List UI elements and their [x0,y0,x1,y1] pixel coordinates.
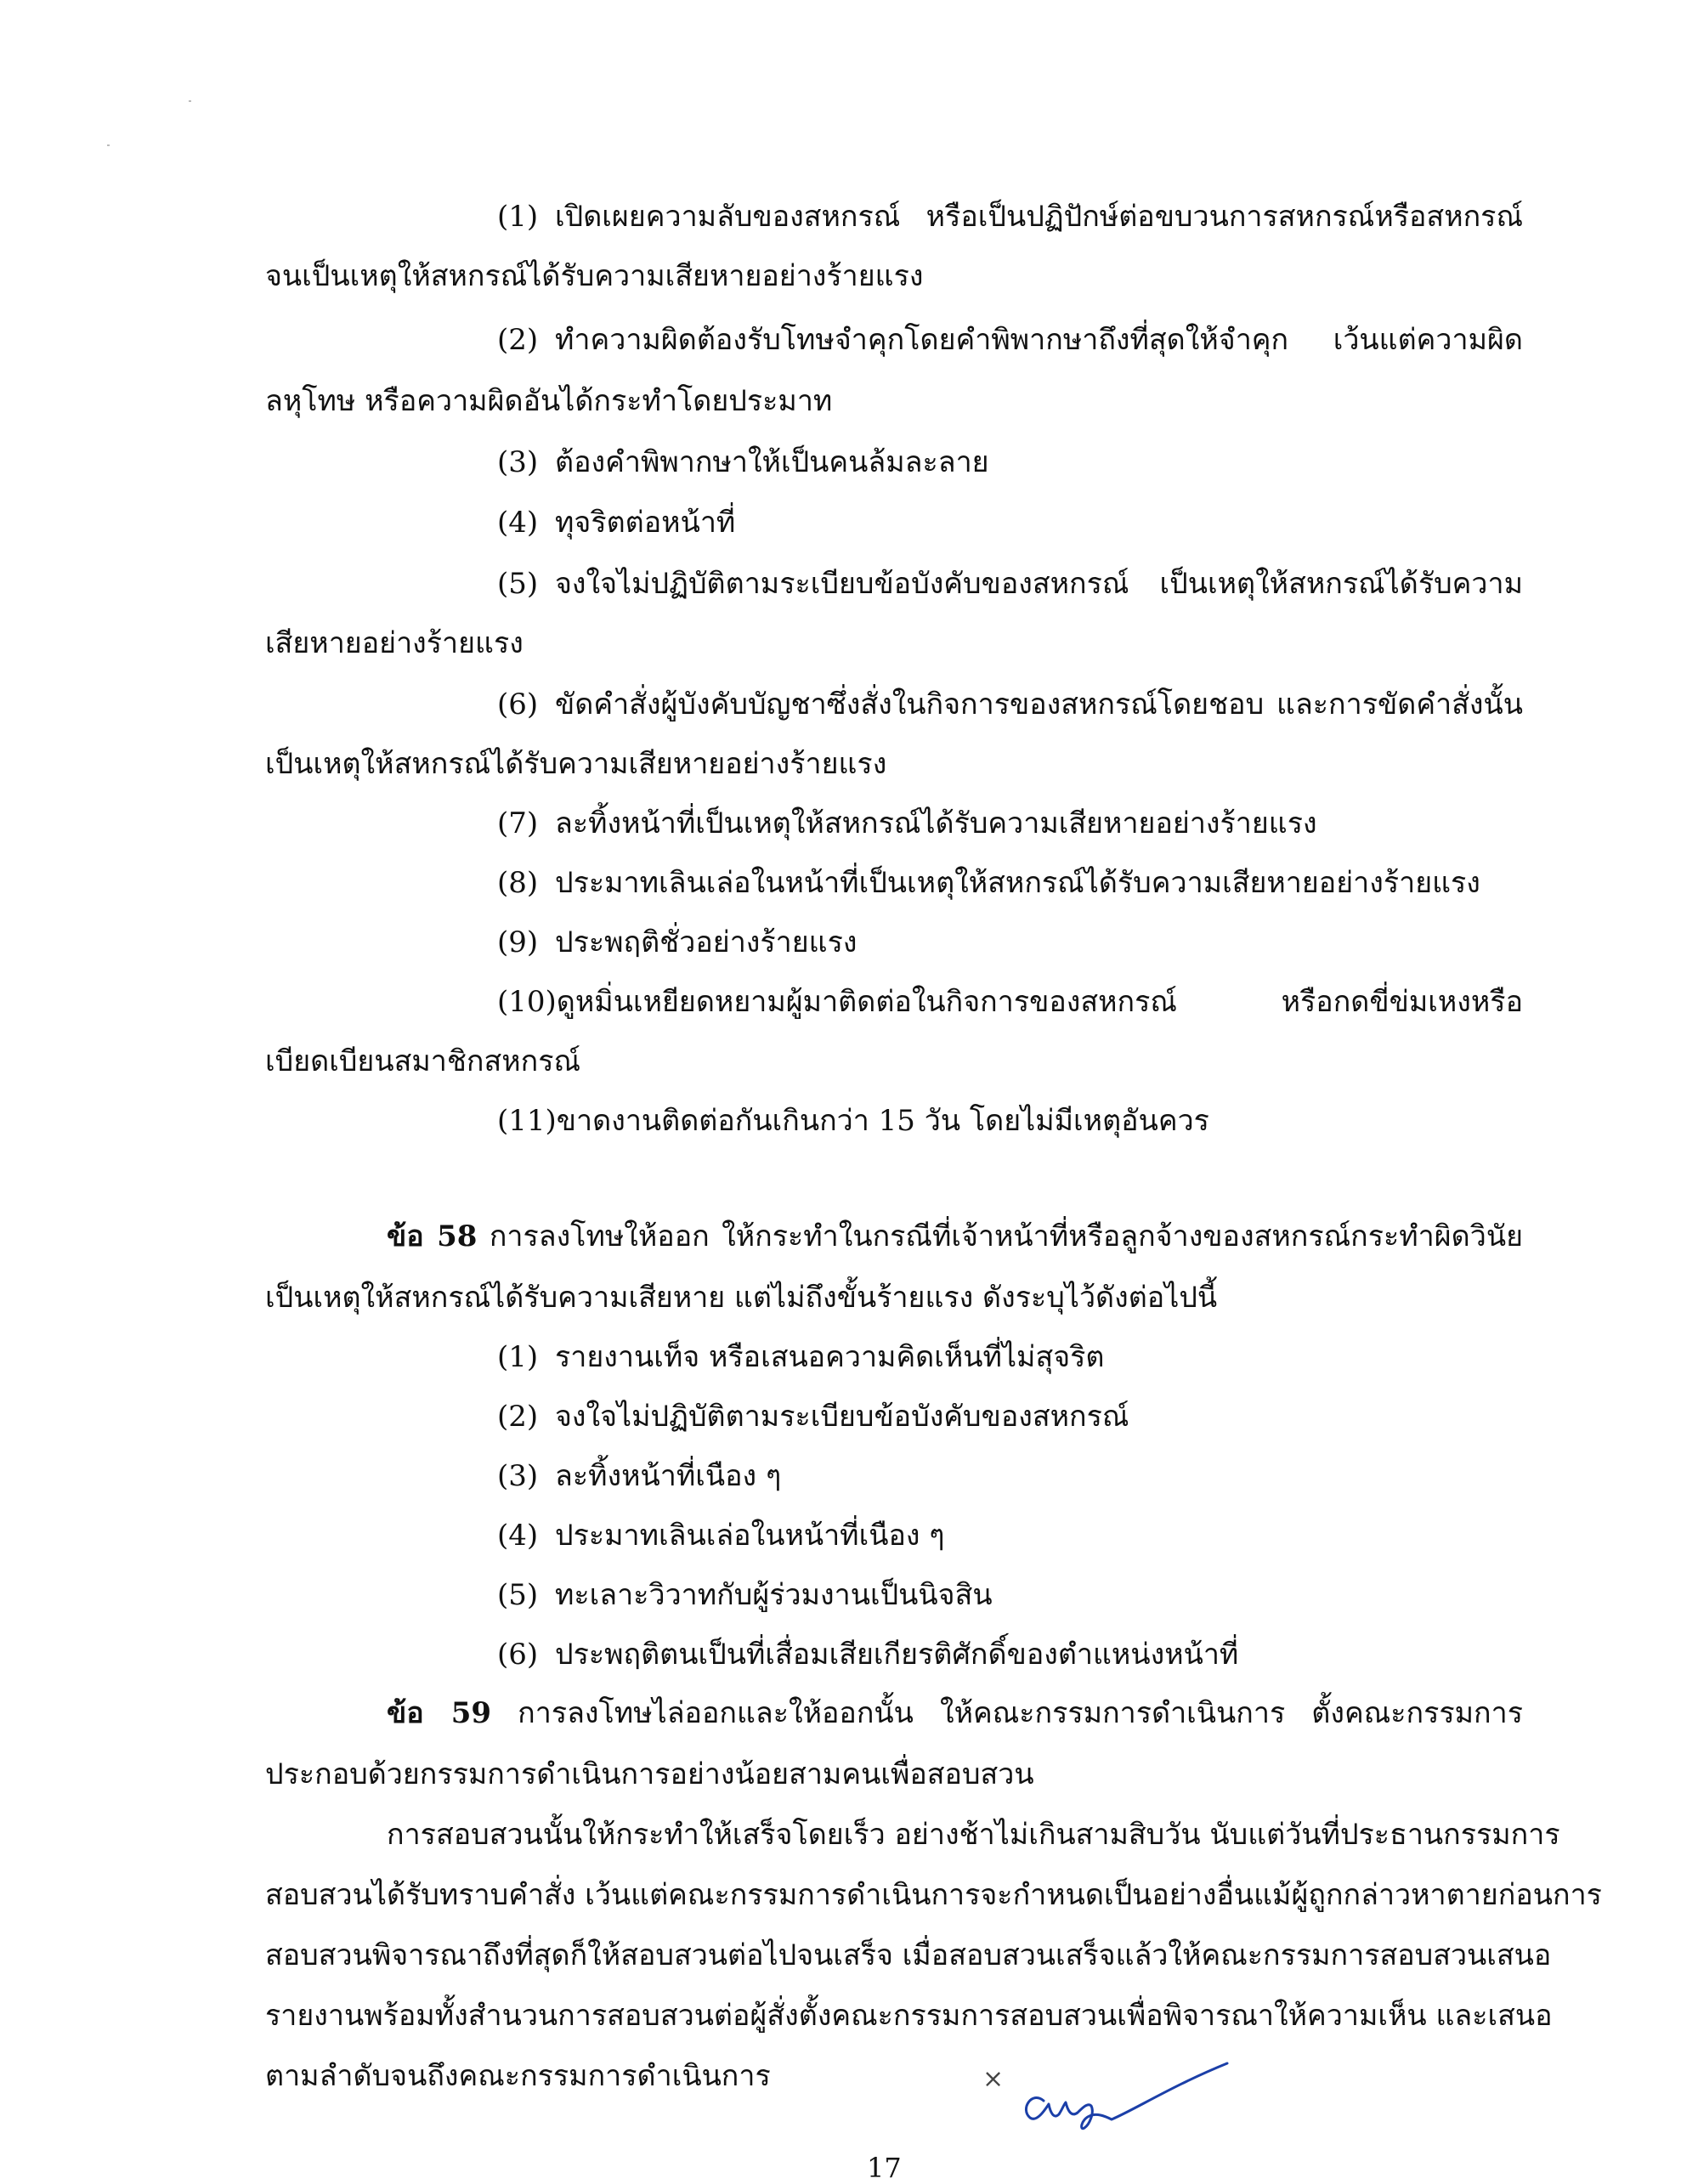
item-text: ทะเลาะวิวาทกับผู้ร่วมงานเป็นนิจสิน [555,1578,993,1612]
list-item [497,1398,1129,1435]
clause-59-heading [387,1695,1523,1732]
list-item [497,1576,993,1614]
item-text: ประมาทเลินเล่อในหน้าที่เนือง ๆ [555,1519,945,1553]
item-number: (8) [497,866,539,900]
page-number: 17 [867,2152,902,2184]
list-item [497,198,1523,235]
item-number: (3) [497,1459,539,1493]
item-continuation: ลหุโทษ หรือความผิดอันได้กระทำโดยประมาท [265,384,833,418]
paragraph-line: สอบสวนได้รับทราบคำสั่ง เว้นแต่คณะกรรมการดำเนินการจะกำหนดเป็นอย่างอื่นแม้ผู้ถูกกล่าวหาตายก่อนการ [265,1878,1602,1912]
item-number: (4) [497,506,539,540]
list-item [497,565,1523,603]
item-text: เปิดเผยความลับของสหกรณ์ หรือเป็นปฏิปักษ์ต่อขบวนการสหกรณ์หรือสหกรณ์ [555,200,1523,234]
paragraph-line: รายงานพร้อมทั้งสำนวนการสอบสวนต่อผู้สั่งตั้งคณะกรรมการสอบสวนเพื่อพิจารณาให้ความเห็น และเสนอ [265,1999,1553,2033]
item-text: ทุจริตต่อหน้าที่ [555,506,736,540]
item-number: (1) [497,1340,539,1374]
item-text: ประพฤติตนเป็นที่เสื่อมเสียเกียรติศักดิ์ของตำแหน่งหน้าที่ [555,1638,1239,1672]
clause-text: การลงโทษไล่ออกและให้ออกนั้น ให้คณะกรรมการดำเนินการ ตั้งคณะกรรมการ [518,1696,1523,1730]
clause-58-heading [387,1218,1523,1255]
item-number: (9) [497,925,539,959]
paragraph-line: สอบสวนพิจารณาถึงที่สุดก็ให้สอบสวนต่อไปจนเสร็จ เมื่อสอบสวนเสร็จแล้วให้คณะกรรมการสอบสวนเสนอ [265,1938,1552,1972]
list-item [497,1517,945,1554]
item-text: จงใจไม่ปฏิบัติตามระเบียบข้อบังคับของสหกรณ์ [555,1400,1129,1434]
item-number: (5) [497,567,539,601]
clause-continuation: เป็นเหตุให้สหกรณ์ได้รับความเสียหาย แต่ไม่ถึงขั้นร้ายแรง ดังระบุไว้ดังต่อไปนี้ [265,1281,1218,1315]
item-number: (6) [497,687,539,721]
list-item [497,1636,1238,1673]
handwritten-mark: × [982,2064,1005,2094]
item-text: ละทิ้งหน้าที่เนือง ๆ [555,1459,782,1493]
item-text: ประมาทเลินเล่อในหน้าที่เป็นเหตุให้สหกรณ์ได้รับความเสียหายอย่างร้ายแรง [555,866,1480,900]
item-number: (11) [497,1104,557,1138]
item-text: จงใจไม่ปฏิบัติตามระเบียบข้อบังคับของสหกรณ์ เป็นเหตุให้สหกรณ์ได้รับความ [555,567,1523,601]
list-item [497,686,1523,723]
item-number: (6) [497,1638,539,1672]
clause-label: ข้อ 58 [387,1219,478,1253]
scan-speck [189,100,191,102]
item-number: (4) [497,1519,539,1553]
item-text: ต้องคำพิพากษาให้เป็นคนล้มละลาย [555,445,989,479]
item-number: (10) [497,985,557,1019]
list-item [497,1102,1209,1140]
item-number: (2) [497,323,539,357]
item-number: (1) [497,200,539,234]
item-text: รายงานเท็จ หรือเสนอความคิดเห็นที่ไม่สุจริต [555,1340,1105,1374]
paragraph-line: ตามลำดับจนถึงคณะกรรมการดำเนินการ [265,2059,771,2093]
signature-icon [977,2057,1232,2150]
item-text: ดูหมิ่นเหยียดหยามผู้มาติดต่อในกิจการของสหกรณ์ หรือกดขี่ข่มเหงหรือ [556,985,1523,1019]
item-text: ประพฤติชั่วอย่างร้ายแรง [555,925,857,959]
list-item [497,864,1480,902]
clause-continuation: ประกอบด้วยกรรมการดำเนินการอย่างน้อยสามคนเพื่อสอบสวน [265,1757,1034,1791]
paragraph-line: การสอบสวนนั้นให้กระทำให้เสร็จโดยเร็ว อย่างช้าไม่เกินสามสิบวัน นับแต่วันที่ประธานกรรมการ [387,1818,1560,1852]
item-continuation: เบียดเบียนสมาชิกสหกรณ์ [265,1044,581,1078]
item-number: (2) [497,1400,539,1434]
item-text: ขัดคำสั่งผู้บังคับบัญชาซึ่งสั่งในกิจการของสหกรณ์โดยชอบ และการขัดคำสั่งนั้น [555,687,1523,721]
item-text: ทำความผิดต้องรับโทษจำคุกโดยคำพิพากษาถึงที่สุดให้จำคุก เว้นแต่ความผิด [555,323,1523,357]
item-text: ละทิ้งหน้าที่เป็นเหตุให้สหกรณ์ได้รับความเสียหายอย่างร้ายแรง [555,806,1317,840]
item-text: ขาดงานติดต่อกันเกินกว่า 15 วัน โดยไม่มีเหตุอันควร [556,1104,1209,1138]
list-item [497,504,735,541]
list-item [497,1457,781,1495]
item-continuation: จนเป็นเหตุให้สหกรณ์ได้รับความเสียหายอย่างร้ายแรง [265,259,924,293]
clause-label: ข้อ 59 [387,1696,492,1730]
item-continuation: เป็นเหตุให้สหกรณ์ได้รับความเสียหายอย่างร้ายแรง [265,747,887,781]
list-item [497,924,857,961]
item-number: (7) [497,806,539,840]
scan-speck [107,144,110,146]
item-number: (3) [497,445,539,479]
list-item [497,321,1523,359]
list-item [497,1338,1104,1376]
item-number: (5) [497,1578,539,1612]
item-continuation: เสียหายอย่างร้ายแรง [265,626,524,660]
list-item [497,983,1523,1021]
clause-text: การลงโทษให้ออก ให้กระทำในกรณีที่เจ้าหน้าที่หรือลูกจ้างของสหกรณ์กระทำผิดวินัย [489,1219,1523,1253]
list-item [497,444,989,481]
list-item [497,805,1317,842]
